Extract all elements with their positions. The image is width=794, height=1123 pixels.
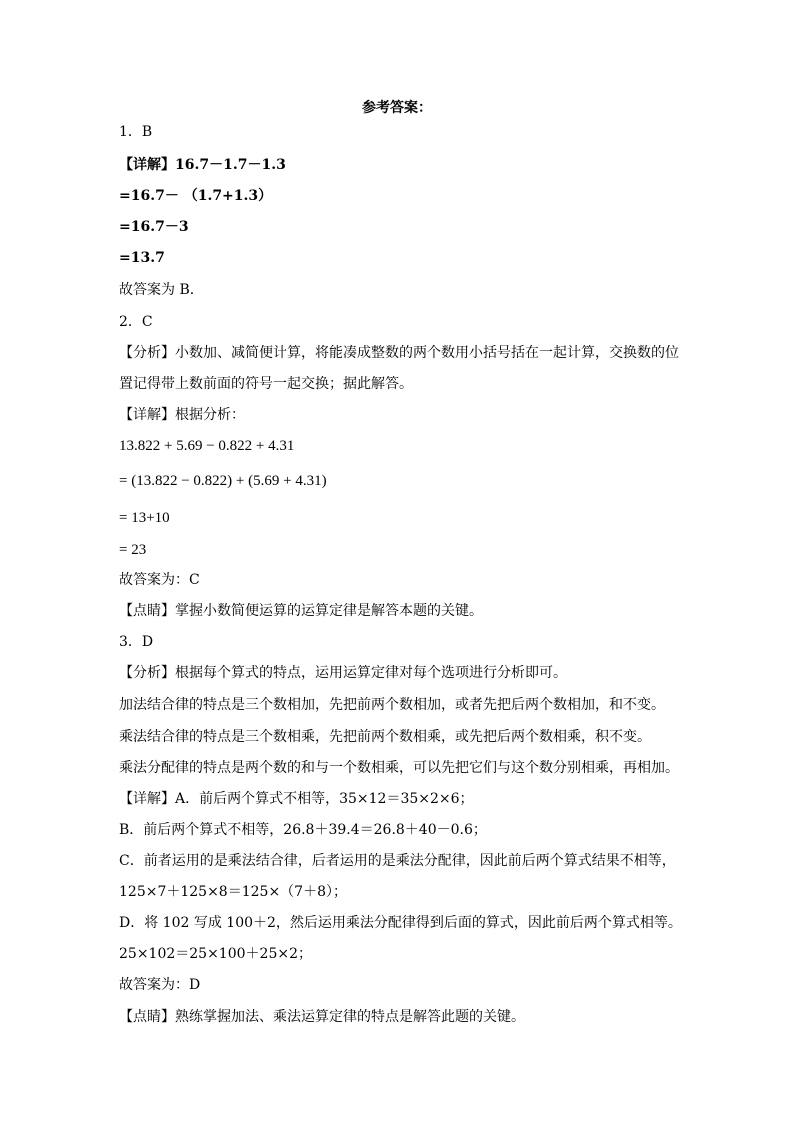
- q1-detail-line: 【详解】16.7－1.7－1.3: [119, 157, 286, 173]
- q3-analysis-line: 加法结合律的特点是三个数相加，先把前两个数相加，或者先把后两个数相加，和不变。: [119, 697, 665, 713]
- question-1-answer: 1．B: [119, 124, 153, 140]
- q1-conclusion: 故答案为 B.: [119, 282, 195, 298]
- q3-analysis-line: 乘法结合律的特点是三个数相乘，先把前两个数相乘，或先把后两个数相乘，积不变。: [119, 729, 651, 745]
- q2-equation-line: = 13+10: [119, 510, 170, 526]
- q3-detail-line: D．将 102 写成 100＋2，然后运用乘法分配律得到后面的算式，因此前后两个算式相等。: [119, 915, 682, 931]
- q3-detail-line: 25×102＝25×100＋25×2；: [119, 946, 312, 962]
- q3-key-point: 【点睛】熟练掌握加法、乘法运算定律的特点是解答此题的关键。: [119, 1009, 525, 1025]
- q3-analysis-line: 【分析】根据每个算式的特点，运用运算定律对每个选项进行分析即可。: [119, 665, 567, 681]
- q1-step-line: =16.7－3: [119, 219, 189, 235]
- q2-equation-line: = (13.822 − 0.822) + (5.69 + 4.31): [119, 473, 327, 489]
- q3-detail-line: C．前者运用的是乘法结合律，后者运用的是乘法分配律，因此前后两个算式结果不相等，: [119, 853, 676, 869]
- q3-detail-line: 125×7＋125×8＝125×（7＋8）；: [119, 884, 347, 900]
- question-3-answer: 3．D: [119, 634, 154, 650]
- q1-step-line: =13.7: [119, 250, 165, 266]
- q2-analysis-line: 【分析】小数加、减简便计算，将能凑成整数的两个数用小括号括在一起计算，交换数的位: [119, 345, 679, 361]
- q2-analysis-line: 置记得带上数前面的符号一起交换；据此解答。: [119, 376, 413, 392]
- question-2-answer: 2．C: [119, 314, 153, 330]
- q3-analysis-line: 乘法分配律的特点是两个数的和与一个数相乘，可以先把它们与这个数分别相乘，再相加。: [119, 760, 679, 776]
- q3-detail-line: B．前后两个算式不相等，26.8＋39.4＝26.8＋40－0.6；: [119, 822, 487, 838]
- q2-key-point: 【点睛】掌握小数简便运算的运算定律是解答本题的关键。: [119, 603, 483, 619]
- q3-conclusion: 故答案为：D: [119, 977, 201, 993]
- q2-detail-line: 【详解】根据分析：: [119, 407, 245, 423]
- q2-equation-line: 13.822 + 5.69 − 0.822 + 4.31: [119, 438, 295, 454]
- q2-equation-line: = 23: [119, 542, 147, 558]
- page-title: 参考答案：: [362, 100, 432, 116]
- q1-step-line: =16.7－ （1.7+1.3）: [119, 188, 273, 204]
- q2-conclusion: 故答案为：C: [119, 572, 200, 588]
- q3-detail-line: 【详解】A．前后两个算式不相等，35×12＝35×2×6；: [119, 791, 474, 807]
